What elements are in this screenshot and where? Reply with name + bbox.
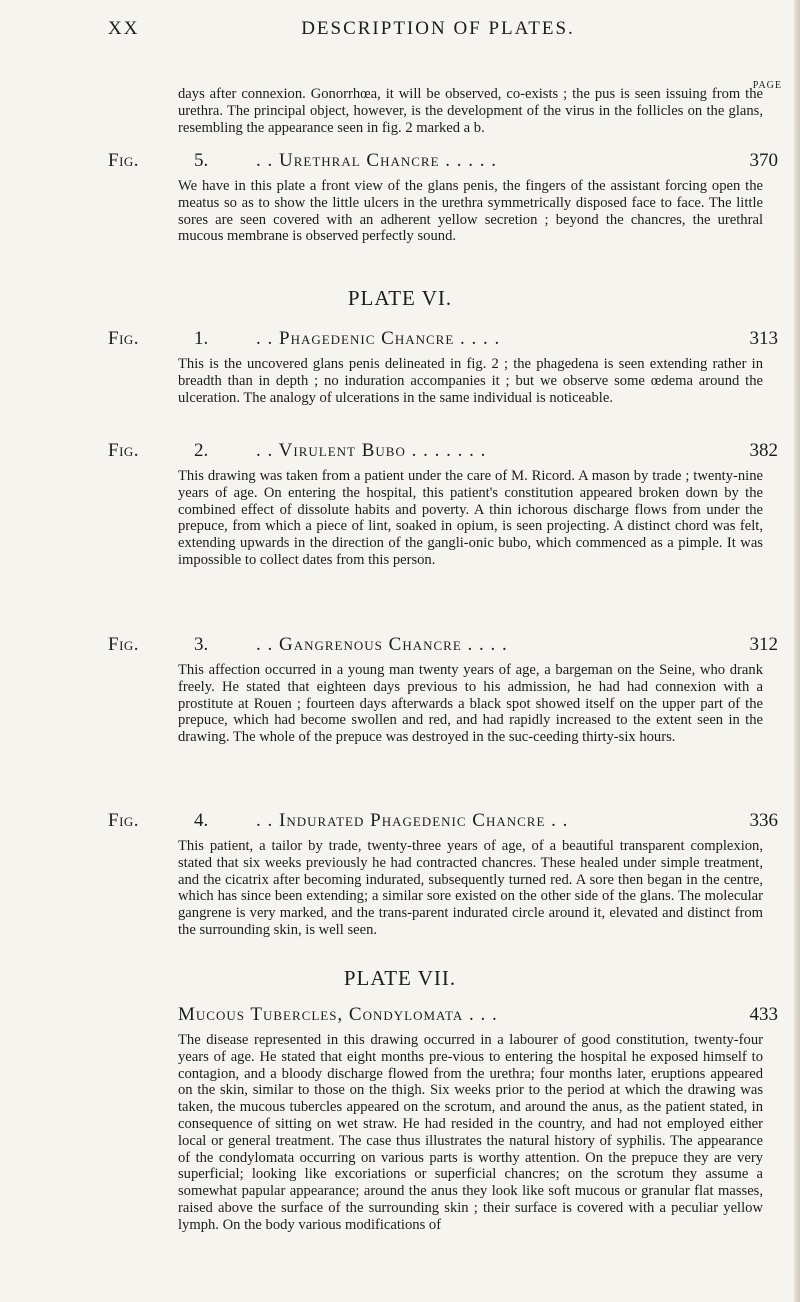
fig-number: 2. [194,440,209,461]
fig-title: . . Indurated Phagedenic Chancre . . [256,810,569,831]
fig-entry-gangrenous-chancre [108,634,778,658]
fig-description: The disease represented in this drawing occurred in a labourer of good constitution, twenty-four years of age. He stated that eight months pre-vious to entering the hospital he exposed himself to contagion, and a bloody discharge flowed from the urethra; four months later, eruptions appeared on the skin, similar to those on the thigh. Six weeks prior to the period at which the drawing was taken, the mucous tubercles appeared on the scrotum, and around the anus, as the patient stated, in consequence of sitting on wet straw. He had resided in the country, and had not employed either local or general treatment. The case thus illustrates the natural history of syphilis. The appearance of the condylomata occurring on various parts is worthy attention. On the prepuce they are very superficial; looking like excoriations or superficial chancres; on the scrotum they assume a somewhat papular appearance; around the anus they look like soft mucous or granular flat masses, raised above the surface of the surrounding skin ; their surface is covered with a peculiar yellow lymph. On the body various modifications of [178,1032,763,1233]
fig-label: Fig. [108,328,140,349]
folio: XX [108,18,140,39]
fig-title: . . Gangrenous Chancre . . . . [256,634,508,655]
fig-description: We have in this plate a front view of the glans penis, the fingers of the assistant forcing open the meatus so as to show the little ulcers in the urethra symmetrically disposed face to face. The little sores are seen covered with an adherent yellow secretion ; beyond the chancres, the urethral mucous membrane is observed perfectly sound. [178,178,763,245]
fig-title: . . Virulent Bubo . . . . . . . [256,440,487,461]
fig-page-number: 433 [749,1004,778,1025]
fig-entry-virulent-bubo [108,440,778,464]
fig-page-number: 336 [749,810,778,831]
fig-description: This is the uncovered glans penis delineated in fig. 2 ; the phagedena is seen extending rather in breadth than in depth ; no induration accompanies it ; but we observe some œdema around the ulceration. The analogy of ulcerations in the same individual is noticeable. [178,356,763,406]
fig-entry-indurated-phagedenic-chancre [108,810,778,834]
fig-label: Fig. [108,634,140,655]
fig-label: Fig. [108,150,140,171]
fig-entry-urethral-chancre [108,150,778,174]
fig-description: This affection occurred in a young man twenty years of age, a bargeman on the Seine, who drank freely. He stated that eighteen days previous to his admission, he had had connexion with a prostitute at Rouen ; fourteen days afterwards a black spot showed itself on the upper part of the prepuce, which had become swollen and red, and had rapidly increased to the extent seen in the drawing. The whole of the prepuce was destroyed in the suc-ceeding thirty-six hours. [178,662,763,746]
fig-description: This drawing was taken from a patient under the care of M. Ricord. A mason by trade ; twenty-nine years of age. On entering the hospital, this patient's constitution appeared broken down by the combined effect of dissolute habits and poverty. A thin ichorous discharge flows from under the prepuce, from which a piece of lint, soaked in opium, is seen projecting. A distinct chord was felt, extending upwards in the direction of the gangli-onic bubo, which commenced as a pimple. It was impossible to collect dates from this person. [178,468,763,568]
fig-title: Mucous Tubercles, Condylomata . . . [178,1004,498,1025]
fig-number: 4. [194,810,209,831]
fig-page-number: 382 [749,440,778,461]
fig-number: 5. [194,150,209,171]
fig-description: This patient, a tailor by trade, twenty-three years of age, of a beautiful transparent complexion, stated that six weeks previously he had contracted chancres. These healed under simple treatment, and the cicatrix after becoming indurated, subsequently turned red. A sore then began in the centre, which has since been extending; a similar sore existed on the other side of the glans. The molecular gangrene is very marked, and the trans-parent indurated circle around it, elevated and distinct from the surrounding skin, is well seen. [178,838,763,938]
plate-heading: PLATE VI. [347,286,453,310]
fig-page-number: 313 [749,328,778,349]
fig-title: . . Phagedenic Chancre . . . . [256,328,501,349]
fig-title: . . Urethral Chancre . . . . . [256,150,498,171]
intro-paragraph: days after connexion. Gonorrhœa, it will be observed, co-exists ; the pus is seen issuing from the urethra. The principal object, however, is the development of the virus in the follicles on the glans, resembling the appearance seen in fig. 2 marked a b. [178,86,763,136]
fig-page-number: 312 [749,634,778,655]
running-title: DESCRIPTION OF PLATES. [301,18,575,39]
fig-number: 1. [194,328,209,349]
fig-page-number: 370 [749,150,778,171]
fig-label: Fig. [108,440,140,461]
page-column-label: PAGE [752,80,782,91]
fig-label: Fig. [108,810,140,831]
page-edge-shadow [794,0,800,1302]
fig-entry-mucous-tubercles [178,1004,778,1028]
fig-number: 3. [194,634,209,655]
running-header [108,18,768,48]
fig-entry-phagedenic-chancre [108,328,778,352]
plate-heading: PLATE VII. [343,966,457,990]
